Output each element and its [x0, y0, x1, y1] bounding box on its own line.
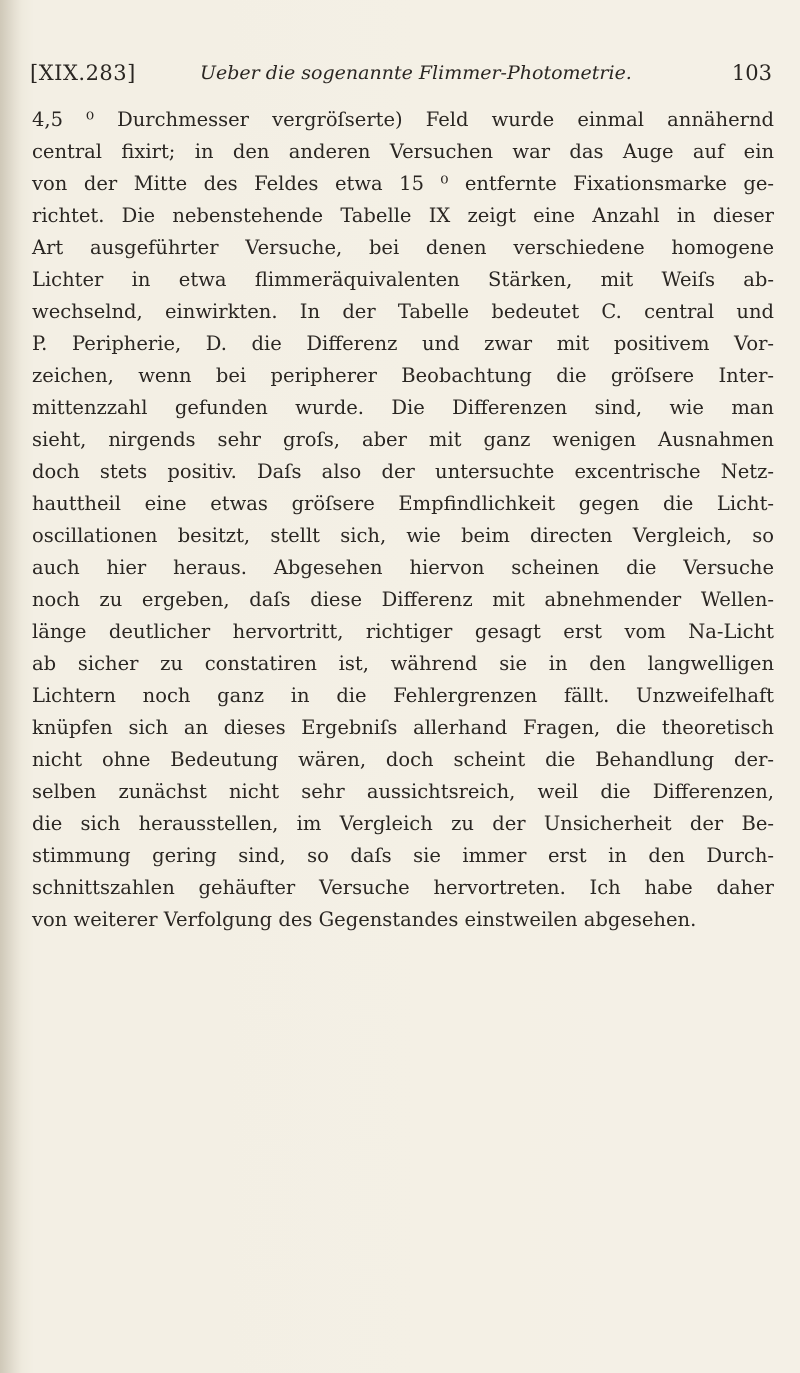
text-line: P. Peripherie, D. die Differenz und zwar mit positivem Vor- — [32, 332, 774, 355]
text-line: Lichter in etwa flimmeräquivalenten Stärken, mit Weiſs ab- — [32, 268, 774, 291]
text-line: 4,5 ⁰ Durchmesser vergröſserte) Feld wurde einmal annähernd — [32, 108, 774, 131]
text-line: knüpfen sich an dieses Ergebniſs allerhand Fragen, die theoretisch — [32, 716, 774, 739]
text-line: schnittszahlen gehäufter Versuche hervortreten. Ich habe daher — [32, 876, 774, 899]
text-line: auch hier heraus. Abgesehen hiervon scheinen die Versuche — [32, 556, 774, 579]
text-line: oscillationen besitzt, stellt sich, wie beim directen Vergleich, so — [32, 524, 774, 547]
body-paragraph — [32, 104, 774, 936]
text-line: selben zunächst nicht sehr aussichtsreich, weil die Differenzen, — [32, 780, 774, 803]
text-line: Lichtern noch ganz in die Fehlergrenzen fällt. Unzweifelhaft — [32, 684, 774, 707]
text-line: hauttheil eine etwas gröſsere Empfindlichkeit gegen die Licht- — [32, 492, 774, 515]
text-line: central fixirt; in den anderen Versuchen war das Auge auf ein — [32, 140, 774, 163]
text-line: zeichen, wenn bei peripherer Beobachtung die gröſsere Inter- — [32, 364, 774, 387]
text-line: nicht ohne Bedeutung wären, doch scheint die Behandlung der- — [32, 748, 774, 771]
text-line: Art ausgeführter Versuche, bei denen verschiedene homogene — [32, 236, 774, 259]
text-line: noch zu ergeben, daſs diese Differenz mit abnehmender Wellen- — [32, 588, 774, 611]
text-line: ab sicher zu constatiren ist, während sie in den langwelligen — [32, 652, 774, 675]
text-line: mittenzzahl gefunden wurde. Die Differenzen sind, wie man — [32, 396, 774, 419]
text-line: stimmung gering sind, so daſs sie immer erst in den Durch- — [32, 844, 774, 867]
text-line: von weiterer Verfolgung des Gegenstandes einstweilen abgesehen. — [32, 908, 697, 931]
running-head — [30, 56, 772, 90]
text-line: die sich herausstellen, im Vergleich zu der Unsicherheit der Be- — [32, 812, 774, 835]
text-line: wechselnd, einwirkten. In der Tabelle bedeutet C. central und — [32, 300, 774, 323]
text-line: von der Mitte des Feldes etwa 15 ⁰ entfernte Fixationsmarke ge- — [32, 172, 774, 195]
page-gutter-shadow — [0, 0, 22, 1373]
text-line: länge deutlicher hervortritt, richtiger gesagt erst vom Na-Licht — [32, 620, 774, 643]
text-line: richtet. Die nebenstehende Tabelle IX zeigt eine Anzahl in dieser — [32, 204, 774, 227]
running-title: Ueber die sogenannte Flimmer-Photometrie. — [200, 62, 632, 84]
volume-signature: [XIX.283] — [30, 61, 136, 85]
page-number: 103 — [731, 61, 772, 85]
text-line: doch stets positiv. Daſs also der untersuchte excentrische Netz- — [32, 460, 774, 483]
text-line: sieht, nirgends sehr groſs, aber mit ganz wenigen Ausnahmen — [32, 428, 774, 451]
